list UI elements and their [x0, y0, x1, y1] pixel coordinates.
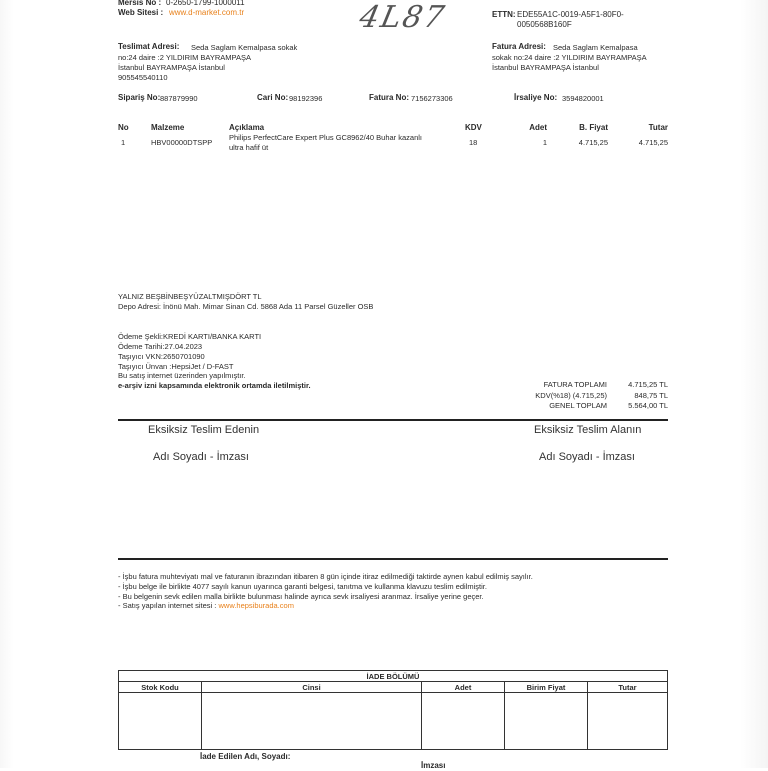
invoice-address-line2: sokak no:24 daire :2 YILDIRIM BAYRAMPAŞA — [492, 53, 647, 62]
returner-name-label: İade Edilen Adı, Soyadı: — [200, 752, 291, 761]
deliverer-title: Eksiksiz Teslim Edenin — [148, 424, 260, 436]
invoice-address-label: Fatura Adresi: — [492, 42, 546, 51]
note-line2: - İşbu belge ile birlikte 4077 sayılı kanun uyarınca garanti belgesi, tanıtma ve kullanma klavuzu teslim edilmiştir. — [118, 582, 487, 591]
item-description-line1: Philips PerfectCare Expert Plus GC8962/40 Buhar kazanlı — [229, 133, 423, 142]
ettn-line2: 0050568B160F — [517, 20, 572, 29]
order-no-label: Sipariş No: — [118, 93, 161, 102]
mersis-label: Mersis No : — [118, 0, 162, 7]
item-no: 1 — [121, 138, 126, 147]
note-line1: - İşbu fatura muhteviyatı mal ve faturanın ibrazından itibaren 8 gün içinde itiraz edilmediği taktirde aynen kabul edilmiş sayılır. — [118, 572, 533, 581]
note-line3: - Bu belgenin sevk edilen malla birlikte bulunması halinde ayrıca sevk irsaliyesi aranmaz. İrsaliye yerine geçer. — [118, 592, 484, 601]
return-col-unit-price: Birim Fiyat — [505, 682, 588, 693]
receiver-title: Eksiksiz Teslim Alanın — [534, 424, 642, 436]
cari-no-label: Cari No: — [257, 93, 289, 102]
cari-no-value: 98192396 — [289, 94, 323, 103]
col-header-material: Malzeme — [151, 123, 185, 132]
note-line4 — [118, 601, 294, 610]
vat-label: KDV(%18) (4.715,25) — [535, 391, 607, 400]
return-col-qty: Adet — [422, 682, 505, 693]
vat-value: 848,75 TL — [634, 391, 668, 400]
return-cell-unit-price[interactable] — [505, 693, 588, 750]
delivery-address-line2: no:24 daire :2 YILDIRIM BAYRAMPAŞA — [118, 53, 251, 62]
col-header-description: Açıklama — [229, 123, 265, 132]
return-col-total: Tutar — [588, 682, 668, 693]
item-unit-price: 4.715,25 — [578, 138, 608, 147]
waybill-no-label: İrsaliye No: — [514, 93, 558, 102]
return-section-title: İADE BÖLÜMÜ — [119, 671, 668, 682]
invoice-address-line3: İstanbul BAYRAMPAŞA İstanbul — [492, 63, 599, 72]
item-material: HBV00000DTSPP — [151, 138, 213, 147]
invoice-total-label: FATURA TOPLAMI — [543, 380, 607, 389]
col-header-kdv: KDV — [465, 123, 482, 132]
divider-bottom — [118, 558, 668, 560]
delivery-address-label: Teslimat Adresi: — [118, 42, 180, 51]
payment-date: Ödeme Tarihi:27.04.2023 — [118, 342, 203, 351]
delivery-phone: 905545540110 — [118, 73, 168, 82]
internet-sale-note: Bu satış internet üzerinden yapılmıştır. — [118, 371, 246, 380]
invoice-total-value: 4.715,25 TL — [628, 380, 668, 389]
invoice-no-label: Fatura No: — [369, 93, 409, 102]
delivery-address-line3: İstanbul BAYRAMPAŞA İstanbul — [118, 63, 225, 72]
invoice-address-line1: Seda Saglam Kemalpasa — [553, 43, 638, 52]
receiver-signature-label: Adı Soyadı - İmzası — [539, 451, 635, 463]
col-header-unit-price: B. Fiyat — [579, 123, 608, 132]
grand-total-label: GENEL TOPLAM — [549, 401, 607, 410]
payment-method: Ödeme Şekli:KREDİ KARTI/BANKA KARTI — [118, 332, 262, 341]
ettn-line1: EDE55A1C-0019-A5F1-80F0- — [517, 10, 624, 19]
returner-signature-label: İmzası — [421, 761, 446, 770]
col-header-no: No — [118, 123, 129, 132]
note-line4-prefix: - Satış yapılan internet sitesi : — [118, 601, 217, 610]
depot-address: Depo Adresi: İnönü Mah. Mimar Sinan Cd. 5868 Ada 11 Parsel Güzeller OSB — [118, 302, 374, 311]
web-label: Web Sitesi : — [118, 8, 164, 17]
return-table — [118, 670, 668, 750]
deliverer-signature-label: Adı Soyadı - İmzası — [153, 451, 249, 463]
invoice-no-value: 7156273306 — [411, 94, 453, 103]
col-header-qty: Adet — [529, 123, 547, 132]
return-cell-total[interactable] — [588, 693, 668, 750]
carrier-title: Taşıyıcı Ünvan :HepsiJet / D-FAST — [118, 362, 234, 371]
return-col-stock-code: Stok Kodu — [119, 682, 202, 693]
grand-total-value: 5.564,00 TL — [628, 401, 668, 410]
carrier-vkn: Taşıyıcı VKN:2650701090 — [118, 352, 205, 361]
site-link[interactable]: www.hepsiburada.com — [218, 601, 294, 610]
col-header-total: Tutar — [648, 123, 668, 132]
item-kdv: 18 — [469, 138, 478, 147]
item-description-line2: ultra hafif üt — [229, 143, 269, 152]
amount-in-words: YALNIZ BEŞBİNBEŞYÜZALTMIŞDÖRT TL — [118, 292, 262, 301]
return-cell-kind[interactable] — [202, 693, 422, 750]
return-cell-qty[interactable] — [422, 693, 505, 750]
item-total: 4.715,25 — [638, 138, 668, 147]
order-no-value: 887879990 — [160, 94, 198, 103]
web-link[interactable]: www.d-market.com.tr — [169, 8, 245, 17]
handwritten-note: 4L87 — [356, 0, 449, 35]
divider-top — [118, 419, 668, 421]
mersis-value: 0-2650-1799-1000011 — [166, 0, 245, 7]
e-archive-note: e-arşiv izni kapsamında elektronik ortamda iletilmiştir. — [118, 381, 311, 390]
waybill-no-value: 3594820001 — [562, 94, 604, 103]
item-qty: 1 — [542, 138, 547, 147]
delivery-address-line1: Seda Saglam Kemalpasa sokak — [191, 43, 298, 52]
return-col-kind: Cinsi — [202, 682, 422, 693]
ettn-label: ETTN: — [492, 10, 516, 19]
return-cell-stock-code[interactable] — [119, 693, 202, 750]
